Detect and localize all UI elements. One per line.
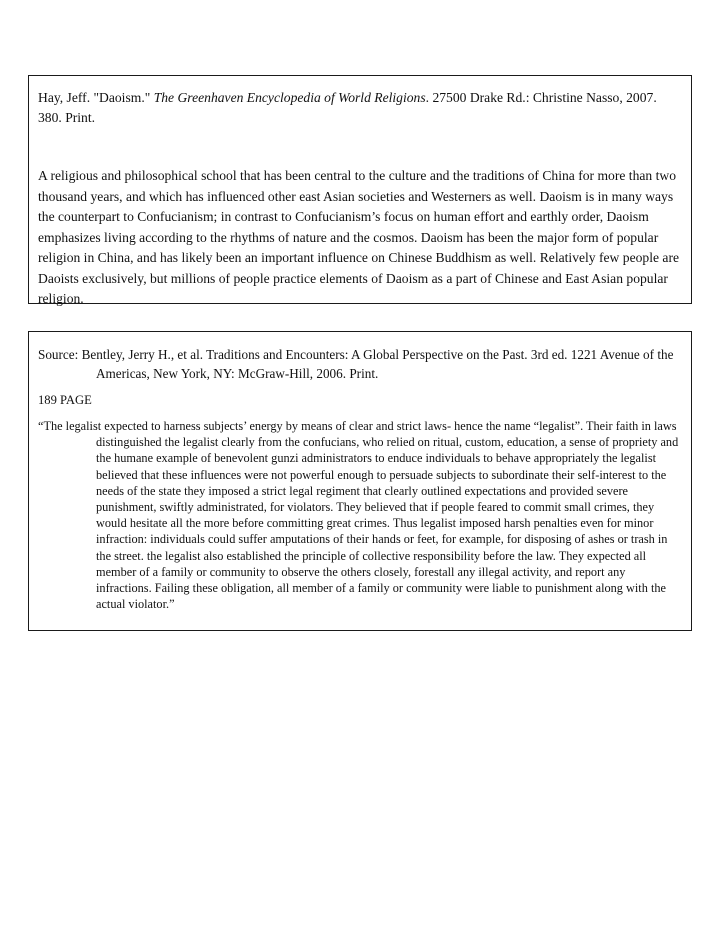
citation-rest: . 27500 Drake Rd.: Christine Nasso, 2007. 380. Print. — [38, 90, 657, 125]
citation — [38, 88, 683, 128]
note-card-legalism — [28, 331, 692, 631]
source-citation: Source: Bentley, Jerry H., et al. Traditions and Encounters: A Global Perspective on the Past. 3rd ed. 1221 Avenue of the Americas, New York, NY: McGraw-Hill, 2006. Print. — [38, 347, 674, 381]
quote-text: “The legalist expected to harness subjects’ energy by means of clear and strict laws- hence the name “legalist”. Their faith in laws distinguished the legalist clearly from the confucians, who relied on ritual, custom, education, a sense of propriety and the humane example of benevolent gunzi administrators to enduce individuals to behave appropriately the legalist believed that these influences were not powerful enough to persuade subjects to subordinate their self-interest to the needs of the state they imposed a strict legal regiment that clearly outlined expectations and provided severe punishment, swiftly administrated, for violators. They believed that if people feared to commit small crimes, they would hesitate all the more before committing great crimes. Thus legalist imposed harsh penalties even for minor infraction: individuals could suffer amputations of their hands or feet, for example, for disposing of ashes or trash in the street. the legalist also established the principle of collective responsibility before the law. They expected all member of a family or community to observe the others closely, forestall any illegal activity, and report any infractions. Failing these obligation, all member of a family or community were liable to punishment along with the actual violator.” — [38, 419, 679, 612]
summary-text: A religious and philosophical school that has been central to the culture and the traditions of China for more than two thousand years, and which has influenced other east Asian societies and Westerners as well. Daoism is in many ways the counterpart to Confucianism; in contrast to Confucianism’s focus on human effort and earthly order, Daoism emphasizes living according to the rhythms of nature and the cosmos. Daoism has been the major form of popular religion in China, and has likely been an important influence on Chinese Buddhism as well. Relatively few people are Daoists exclusively, but millions of people practice elements of Daoism as a part of Chinese and East Asian popular religion. — [38, 168, 680, 306]
citation-author: Hay, Jeff. "Daoism." — [38, 90, 154, 105]
page-reference: 189 PAGE — [38, 393, 92, 407]
note-card-daoism — [28, 75, 692, 304]
citation-title: The Greenhaven Encyclopedia of World Religions — [153, 90, 426, 105]
